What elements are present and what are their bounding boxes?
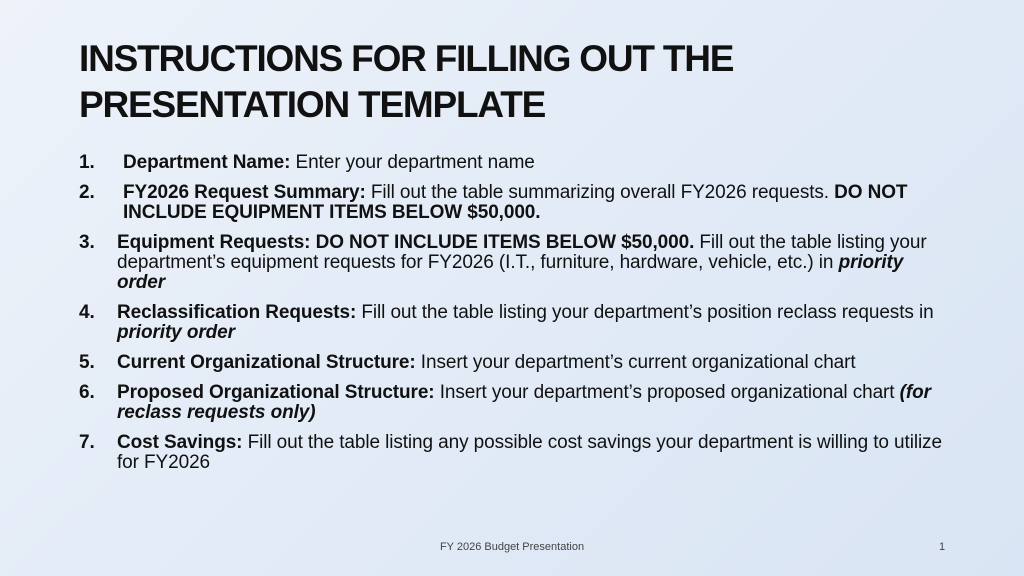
footer-text: FY 2026 Budget Presentation xyxy=(439,541,585,553)
slide-title xyxy=(79,36,959,128)
item-text: Insert your department’s current organizational chart xyxy=(415,352,856,373)
item-number: 5. xyxy=(79,352,95,373)
item-number: 6. xyxy=(79,382,95,403)
instruction-item-equipment-requests xyxy=(79,233,949,293)
item-emphasis: DO NOT INCLUDE EQUIPMENT ITEMS BELOW $50,000. xyxy=(123,182,908,223)
item-label: Proposed Organizational Structure: xyxy=(117,382,435,403)
item-text: Fill out the table listing your department’s equipment requests for FY2026 (I.T., furniture, hardware, vehicle, etc.) in xyxy=(117,232,927,273)
item-text: Enter your department name xyxy=(290,152,535,173)
instruction-item-department-name xyxy=(79,153,949,173)
item-text: Fill out the table listing any possible cost savings your department is willing to utilize for FY2026 xyxy=(117,432,942,473)
item-label: Equipment Requests: DO NOT INCLUDE ITEMS BELOW $50,000. xyxy=(117,232,695,253)
instruction-list xyxy=(79,153,949,483)
item-number: 1. xyxy=(79,152,95,173)
item-number: 7. xyxy=(79,432,95,453)
item-label: Current Organizational Structure: xyxy=(117,352,416,373)
item-emphasis: (for reclass requests only) xyxy=(117,382,931,423)
item-emphasis: priority order xyxy=(117,252,904,293)
slide-title-line-2: PRESENTATION TEMPLATE xyxy=(79,84,546,125)
page-number: 1 xyxy=(938,541,946,553)
item-number: 4. xyxy=(79,302,95,323)
item-number: 3. xyxy=(79,232,95,253)
item-label: Department Name: xyxy=(123,152,291,173)
slide-title-line-1: INSTRUCTIONS FOR FILLING OUT THE xyxy=(79,38,734,79)
instruction-item-proposed-org-structure xyxy=(79,383,949,423)
item-label: FY2026 Request Summary: xyxy=(123,182,366,203)
item-label: Reclassification Requests: xyxy=(117,302,357,323)
item-label: Cost Savings: xyxy=(117,432,243,453)
instruction-item-cost-savings xyxy=(79,433,949,473)
item-emphasis: priority order xyxy=(117,322,235,343)
instruction-item-request-summary xyxy=(79,183,949,223)
instruction-item-current-org-structure xyxy=(79,353,949,373)
instruction-item-reclassification-requests xyxy=(79,303,949,343)
item-text: Insert your department’s proposed organizational chart xyxy=(434,382,900,403)
item-number: 2. xyxy=(79,182,95,203)
item-text: Fill out the table listing your department’s position reclass requests in xyxy=(356,302,934,323)
item-text: Fill out the table summarizing overall FY2026 requests. xyxy=(365,182,835,203)
